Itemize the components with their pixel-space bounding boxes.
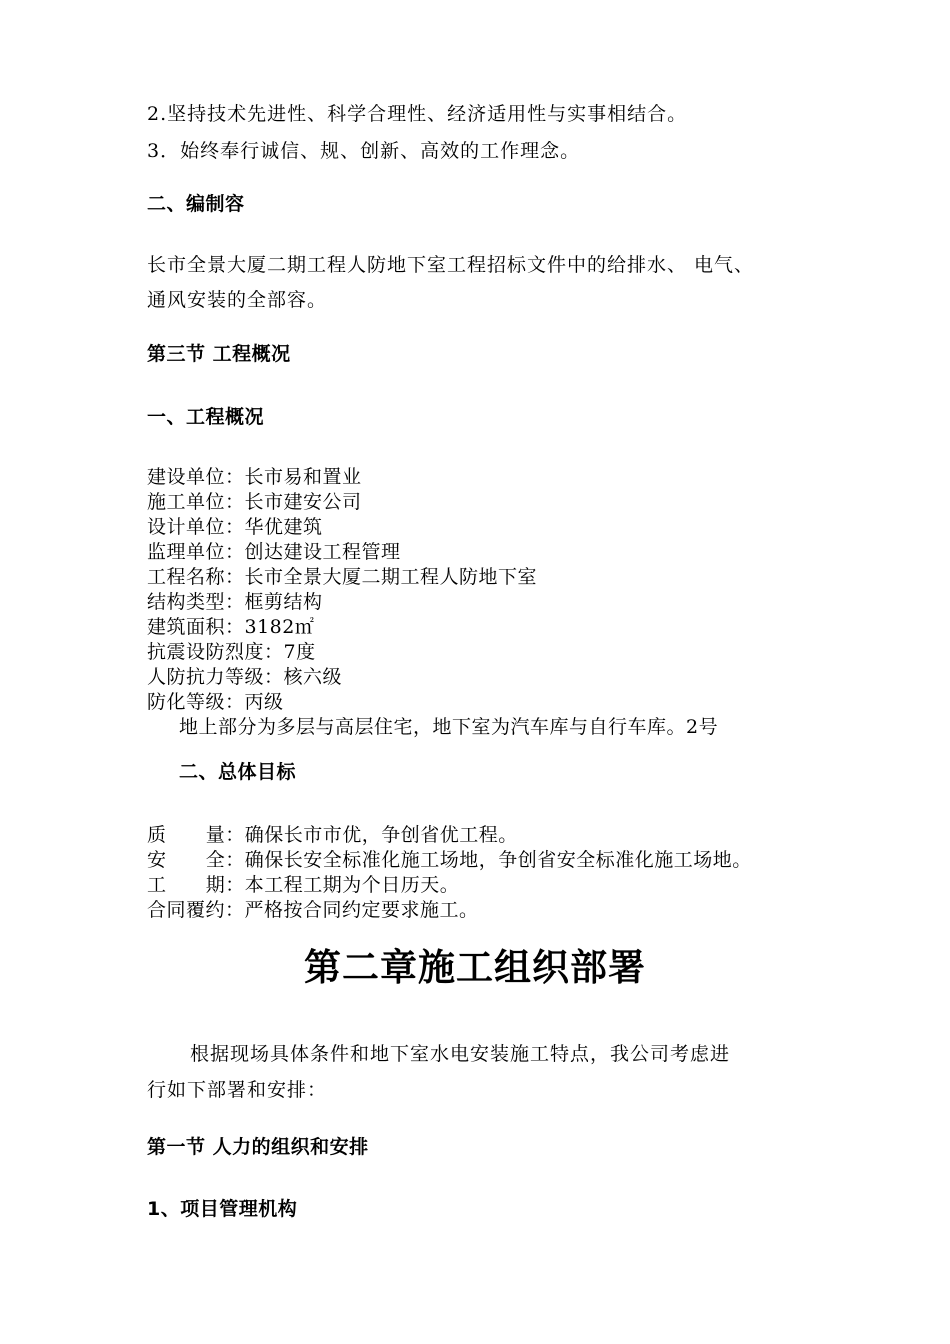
compilation-text-line-1: 长市全景大厦二期工程人防地下室工程招标文件中的给排水、 电气、: [147, 254, 755, 276]
chapter-title: 第二章施工组织部署: [304, 946, 646, 989]
section3-heading: 第三节 工程概况: [147, 343, 291, 365]
goal-item: 质 量：确保长市市优，争创省优工程。: [147, 824, 518, 846]
overview-heading: 一、工程概况: [147, 406, 265, 428]
overview-item: 建设单位：长市易和置业: [147, 466, 362, 488]
compilation-heading: 二、编制容: [147, 193, 245, 215]
overview-item: 人防抗力等级：核六级: [147, 666, 343, 688]
overview-item: 抗震设防烈度：7度: [147, 641, 316, 663]
goal-item: 安 全：确保长安全标准化施工场地，争创省安全标准化施工场地。: [147, 849, 752, 871]
goals-heading: 二、总体目标: [179, 761, 297, 783]
overview-item: 设计单位：华优建筑: [147, 516, 323, 538]
principle-item-2: 2.坚持技术先进性、科学合理性、经济适用性与实事相结合。: [147, 103, 688, 125]
overview-item: 防化等级：丙级: [147, 691, 284, 713]
goal-item: 合同覆约：严格按合同约定要求施工。: [147, 899, 479, 921]
project-management-heading: 1、项目管理机构: [147, 1198, 298, 1220]
overview-item: 结构类型：框剪结构: [147, 591, 323, 613]
overview-note: 地上部分为多层与高层住宅，地下室为汽车库与自行车库。2号: [179, 716, 719, 738]
compilation-text-line-2: 通风安装的全部容。: [147, 289, 328, 311]
overview-item: 工程名称：长市全景大厦二期工程人防地下室: [147, 566, 538, 588]
section1-heading: 第一节 人力的组织和安排: [147, 1136, 369, 1158]
chapter-intro-line-2: 行如下部署和安排：: [147, 1079, 328, 1101]
principle-item-3: 3．始终奉行诚信、规、创新、高效的工作理念。: [147, 140, 581, 162]
overview-item: 施工单位：长市建安公司: [147, 491, 362, 513]
goal-item: 工 期：本工程工期为个日历天。: [147, 874, 460, 896]
overview-item: 监理单位：创达建设工程管理: [147, 541, 401, 563]
chapter-intro-line-1: 根据现场具体条件和地下室水电安装施工特点，我公司考虑进: [190, 1043, 731, 1065]
overview-item: 建筑面积：3182㎡: [147, 616, 315, 638]
